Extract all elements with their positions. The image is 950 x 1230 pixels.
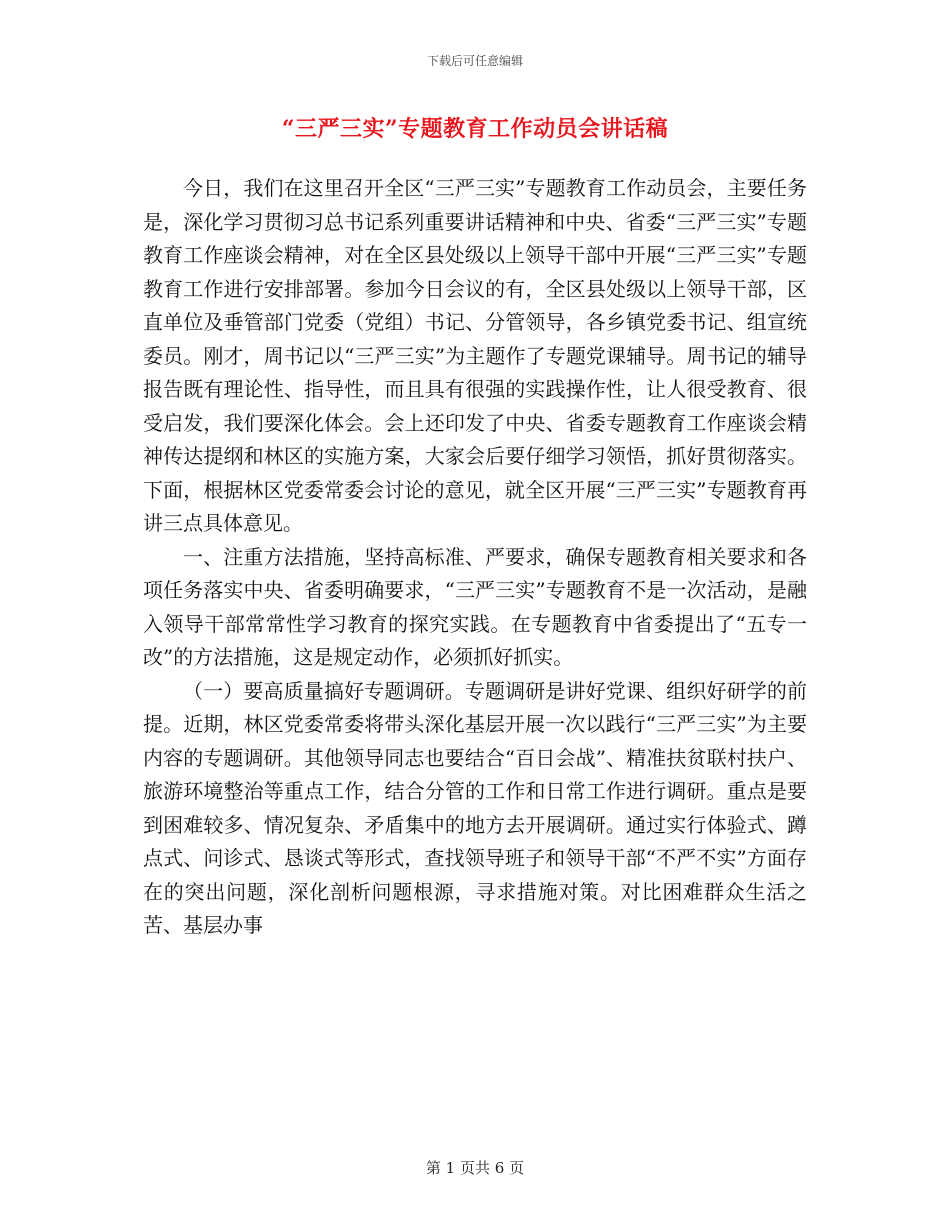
page-number: 第 1 页共 6 页 [425,1159,525,1177]
paragraph-subsection-one: （一）要高质量搞好专题调研。专题调研是讲好党课、组织好研学的前提。近期，林区党委常委将带头深化基层开展一次以践行“三严三实”为主要内容的专题调研。其他领导同志也要结合“百日会战”、精准扶贫联村扶户、旅游环境整治等重点工作，结合分管的工作和日常工作进行调研。重点是要到困难较多、情况复杂、矛盾集中的地方去开展调研。通过实行体验式、蹲点式、问诊式、恳谈式等形式，查找领导班子和领导干部“不严不实”方面存在的突出问题，深化剖析问题根源，寻求措施对策。对比困难群众生活之苦、基层办事 [143,678,807,937]
paragraph-section-one: 一、注重方法措施，坚持高标准、严要求，确保专题教育相关要求和各项任务落实中央、省委明确要求，“三严三实”专题教育不是一次活动，是融入领导干部常常性学习教育的探究实践。在专题教育中省委提出了“五专一改”的方法措施，这是规定动作，必须抓好抓实。 [143,544,807,669]
document-title: “三严三实”专题教育工作动员会讲话稿 [281,116,669,142]
document-body [143,172,807,943]
paragraph-intro: 今日，我们在这里召开全区“三严三实”专题教育工作动员会，主要任务是，深化学习贯彻习总书记系列重要讲话精神和中央、省委“三严三实”专题教育工作座谈会精神，对在全区县处级以上领导干部中开展“三严三实”专题教育工作进行安排部署。参加今日会议的有，全区县处级以上领导干部，区直单位及垂管部门党委（党组）书记、分管领导，各乡镇党委书记、组宣统委员。刚才，周书记以“三严三实”为主题作了专题党课辅导。周书记的辅导报告既有理论性、指导性，而且具有很强的实践操作性，让人很受教育、很受启发，我们要深化体会。会上还印发了中央、省委专题教育工作座谈会精神传达提纲和林区的实施方案，大家会后要仔细学习领悟，抓好贯彻落实。下面，根据林区党委常委会讨论的意见，就全区开展“三严三实”专题教育再讲三点具体意见。 [143,176,807,535]
page-header-note: 下载后可任意编辑 [426,54,523,68]
